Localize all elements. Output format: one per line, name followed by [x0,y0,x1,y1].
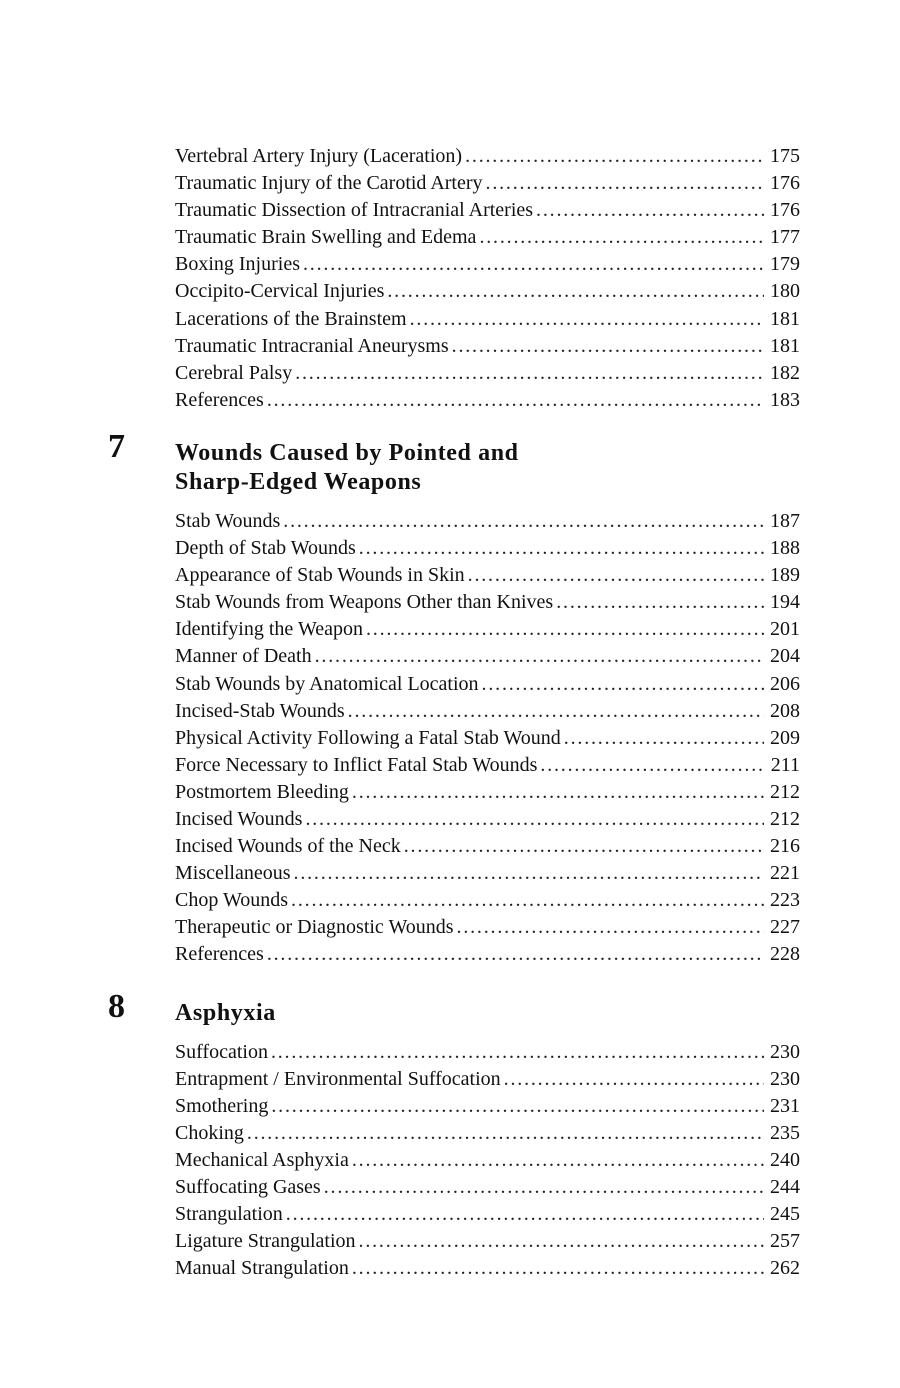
entry-page: 216 [770,835,800,858]
entry-page: 204 [770,645,800,668]
entry-page: 201 [770,618,800,641]
entry-title: Lacerations of the Brainstem [175,307,407,330]
entry-page: 211 [770,753,800,776]
entry-title: Traumatic Injury of the Carotid Artery [175,172,483,195]
entry-title: Depth of Stab Wounds [175,537,356,560]
dot-leader [404,833,764,860]
dot-leader [294,860,764,887]
toc-entry[interactable] [175,170,800,197]
entry-title: Traumatic Intracranial Aneurysms [175,334,449,357]
dot-leader [271,1093,764,1120]
toc-entry[interactable] [175,1039,800,1066]
chapter-number: 7 [108,427,125,465]
dot-leader [315,643,764,670]
entry-title: References [175,388,264,411]
entry-title: Entrapment / Environmental Suffocation [175,1067,501,1090]
dot-leader [486,170,764,197]
entry-title: Manual Strangulation [175,1257,349,1280]
dot-leader [452,333,764,360]
dot-leader [352,779,764,806]
entry-title: Incised-Stab Wounds [175,699,345,722]
toc-entry[interactable] [175,251,800,278]
dot-leader [247,1120,764,1147]
entry-title: Stab Wounds by Anatomical Location [175,672,479,695]
dot-leader [267,941,764,968]
toc-entry[interactable] [175,360,800,387]
entry-page: 189 [770,564,800,587]
entry-page: 245 [770,1203,800,1226]
entry-title: Force Necessary to Inflict Fatal Stab Wounds [175,753,538,776]
entry-title: Appearance of Stab Wounds in Skin [175,564,465,587]
toc-entry[interactable] [175,833,800,860]
chapter-entries [175,508,800,969]
entry-page: 257 [770,1230,800,1253]
dot-leader [348,698,764,725]
entry-title: Stab Wounds from Weapons Other than Knives [175,591,554,614]
entry-title: Vertebral Artery Injury (Laceration) [175,145,463,167]
toc-entry[interactable] [175,941,800,968]
dot-leader [410,306,764,333]
entry-title: Traumatic Dissection of Intracranial Arteries [175,199,534,222]
entry-page: 221 [770,862,800,885]
entry-title: Physical Activity Following a Fatal Stab Wound [175,726,561,749]
entry-page: 188 [770,537,800,560]
entry-title: Mechanical Asphyxia [175,1148,349,1171]
toc-entry[interactable] [175,387,800,414]
entry-page: 228 [770,943,800,966]
entry-title: Suffocating Gases [175,1176,321,1198]
toc-entry[interactable] [175,914,800,941]
toc-entry[interactable] [175,1201,800,1228]
chapter-title-line: Sharp-Edged Weapons [175,468,422,495]
toc-entry[interactable] [175,535,800,562]
toc-entry[interactable] [175,1228,800,1255]
chapter-8 [0,987,900,1283]
toc-entry[interactable] [175,589,800,616]
toc-entry[interactable] [175,333,800,360]
entry-title: Miscellaneous [175,862,291,885]
dot-leader [295,360,764,387]
dot-leader [291,887,764,914]
entry-title: Suffocation [175,1040,268,1063]
toc-entry[interactable] [175,643,800,670]
chapter-7 [0,427,900,969]
entry-page: 208 [770,699,800,722]
toc-entry[interactable] [175,1066,800,1093]
chapter-title-line: Asphyxia [175,999,276,1026]
entry-title: Chop Wounds [175,889,289,912]
toc-entry[interactable] [175,752,800,779]
dot-leader [271,1039,764,1066]
entry-page: 176 [770,172,800,195]
entry-title: Cerebral Palsy [175,361,293,384]
dot-leader [479,224,764,251]
entry-title: Occipito-Cervical Injuries [175,280,385,303]
toc-entry[interactable] [175,779,800,806]
entry-page: 179 [770,253,800,276]
entry-page: 227 [770,916,800,939]
entry-page: 194 [770,591,800,614]
entry-page: 206 [770,672,800,695]
entry-page: 235 [770,1121,800,1144]
entry-title: Smothering [175,1094,269,1117]
entry-page: 223 [770,889,800,912]
dot-leader [366,616,764,643]
dot-leader [359,535,764,562]
dot-leader [536,197,764,224]
entry-page: 181 [770,307,800,330]
chapter-entries [175,1039,800,1283]
entry-title: Therapeutic or Diagnostic Wounds [175,916,454,939]
entry-title: Traumatic Brain Swelling and Edema [175,226,477,249]
dot-leader [482,671,764,698]
chapter-number: 8 [108,987,125,1025]
toc-entries-continued [175,143,800,414]
entry-page: 182 [770,361,800,384]
toc-entry[interactable] [175,860,800,887]
dot-leader [540,752,764,779]
entry-title: Stab Wounds [175,509,281,532]
entry-title: Incised Wounds of the Neck [175,835,401,858]
entry-title: Boxing Injuries [175,253,300,276]
dot-leader [267,387,764,414]
dot-leader [564,725,764,752]
dot-leader [468,562,764,589]
entry-page: 230 [770,1040,800,1063]
toc-entry[interactable] [175,1120,800,1147]
entry-page: 240 [770,1148,800,1171]
entry-page: 209 [770,726,800,749]
entry-page: 187 [770,509,800,532]
dot-leader [387,278,764,305]
dot-leader [352,1255,764,1282]
entry-page: 181 [770,334,800,357]
entry-page: 262 [770,1257,800,1280]
toc-entry[interactable] [175,278,800,305]
toc-entry[interactable] [175,508,800,535]
entry-page: 183 [770,388,800,411]
toc-entry[interactable] [175,143,800,170]
toc-entry[interactable] [175,1093,800,1120]
entry-page: 231 [770,1094,800,1117]
toc-entry[interactable] [175,224,800,251]
toc-entry[interactable] [175,698,800,725]
chapter-title[interactable] [175,439,900,497]
toc-entry[interactable] [175,562,800,589]
dot-leader [283,508,764,535]
entry-title: Identifying the Weapon [175,618,363,641]
entry-page: 230 [770,1067,800,1090]
entry-page: 177 [770,226,800,249]
entry-title: Incised Wounds [175,807,303,830]
chapter-title[interactable] [175,999,900,1028]
entry-title: Strangulation [175,1203,283,1226]
entry-page: 175 [770,145,800,167]
dot-leader [324,1174,764,1201]
toc-entry[interactable] [175,1255,800,1282]
entry-title: Choking [175,1121,244,1144]
dot-leader [465,143,764,170]
toc-entry[interactable] [175,1174,800,1201]
dot-leader [556,589,764,616]
toc-entry[interactable] [175,671,800,698]
dot-leader [504,1066,764,1093]
toc-entry[interactable] [175,887,800,914]
chapter-title-line: Wounds Caused by Pointed and [175,439,519,466]
table-of-contents [0,143,900,1282]
toc-entry[interactable] [175,1147,800,1174]
entry-title: Manner of Death [175,645,312,668]
toc-entry[interactable] [175,616,800,643]
toc-entry[interactable] [175,806,800,833]
entry-title: Postmortem Bleeding [175,780,349,803]
entry-page: 244 [770,1176,800,1198]
dot-leader [303,251,764,278]
entry-title: References [175,943,264,966]
dot-leader [359,1228,764,1255]
entry-page: 180 [770,280,800,303]
entry-page: 212 [770,807,800,830]
entry-page: 176 [770,199,800,222]
toc-entry[interactable] [175,306,800,333]
dot-leader [352,1147,764,1174]
entry-page: 212 [770,780,800,803]
toc-entry[interactable] [175,197,800,224]
toc-entry[interactable] [175,725,800,752]
dot-leader [457,914,764,941]
dot-leader [305,806,764,833]
dot-leader [286,1201,764,1228]
entry-title: Ligature Strangulation [175,1230,356,1253]
